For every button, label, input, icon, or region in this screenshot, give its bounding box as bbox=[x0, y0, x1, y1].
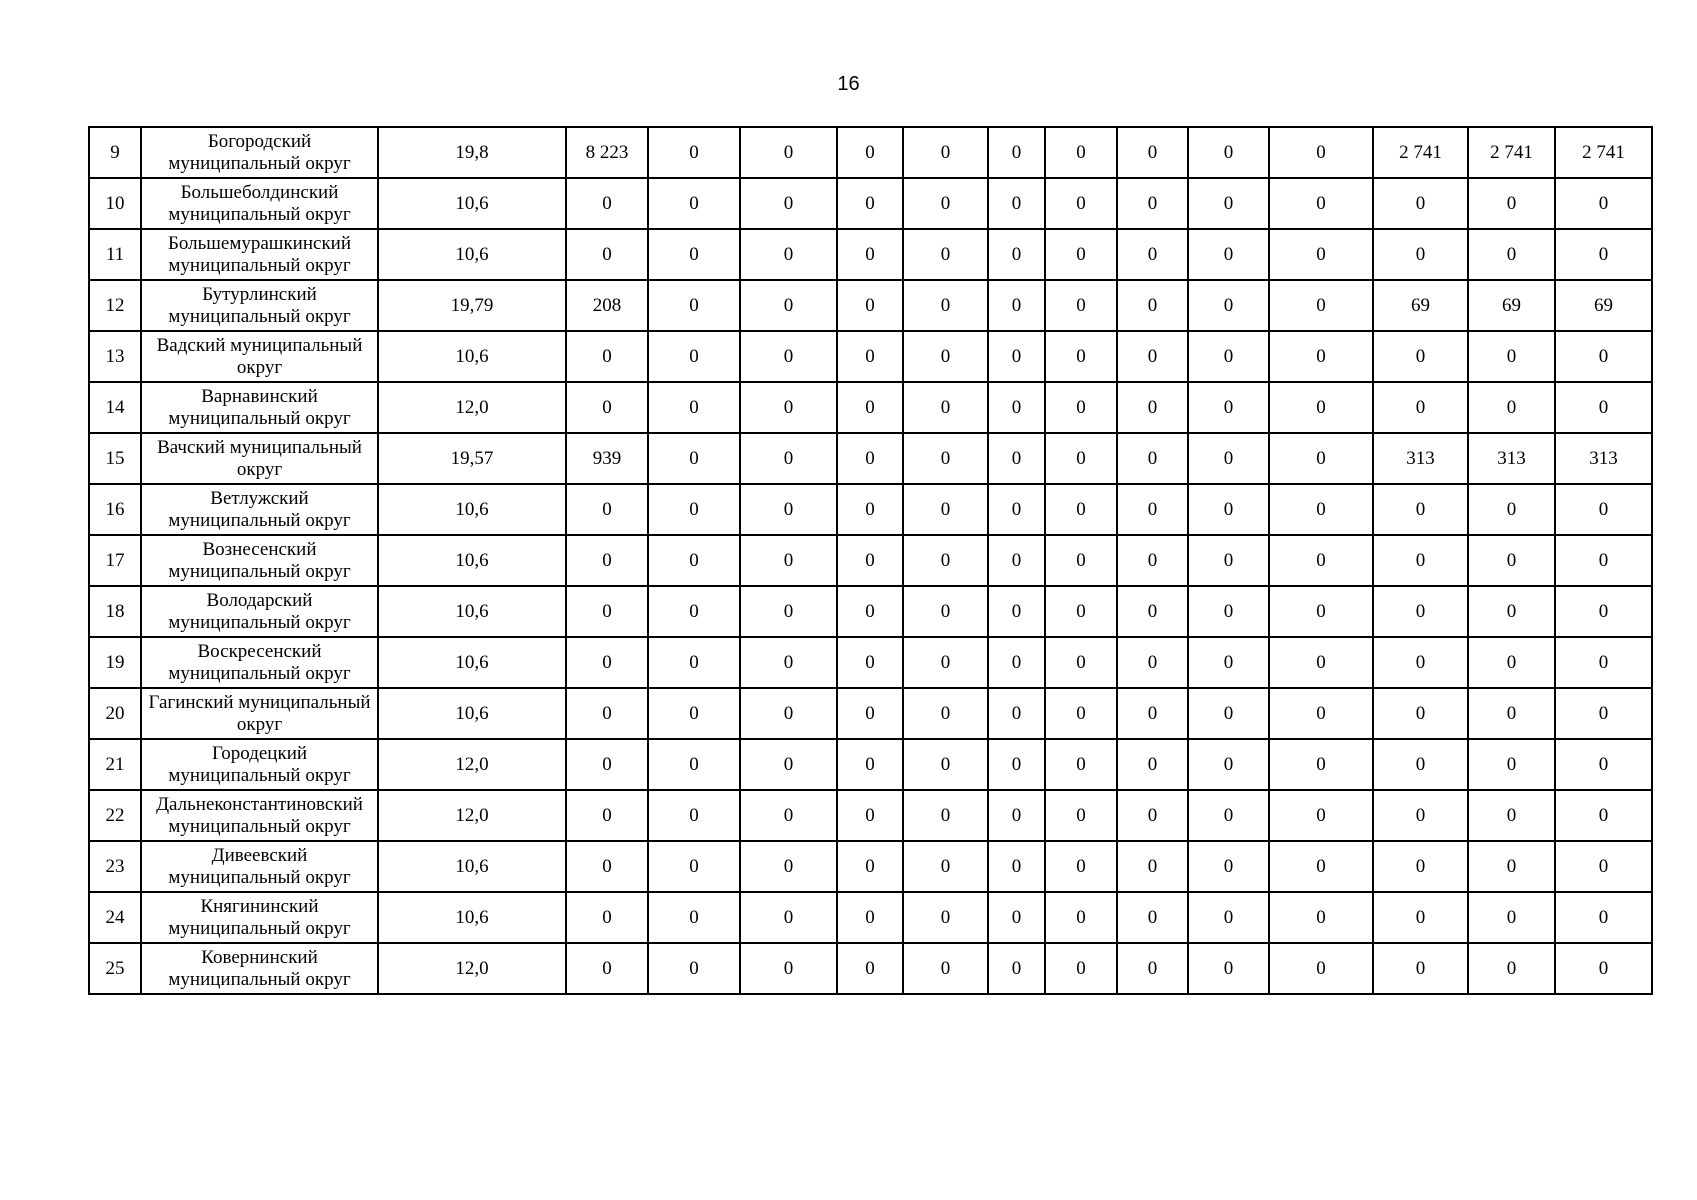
value-cell: 0 bbox=[1555, 688, 1652, 739]
value-cell: 0 bbox=[740, 739, 837, 790]
table-row bbox=[89, 382, 1652, 433]
value-cell: 0 bbox=[1555, 178, 1652, 229]
value-cell: 0 bbox=[837, 280, 903, 331]
value-cell: 0 bbox=[740, 943, 837, 994]
value-cell: 0 bbox=[648, 433, 740, 484]
value-cell: 0 bbox=[903, 688, 988, 739]
district-name-cell: Большеболдинский муниципальный округ bbox=[141, 178, 378, 229]
value-cell: 0 bbox=[648, 229, 740, 280]
value-cell: 0 bbox=[903, 739, 988, 790]
value-cell: 0 bbox=[837, 892, 903, 943]
value-cell: 0 bbox=[1373, 637, 1468, 688]
value-cell: 0 bbox=[837, 484, 903, 535]
value-cell: 0 bbox=[1188, 637, 1269, 688]
value-cell: 0 bbox=[1269, 586, 1373, 637]
value-cell: 0 bbox=[988, 433, 1045, 484]
rate-cell: 19,57 bbox=[378, 433, 566, 484]
value-cell: 0 bbox=[988, 178, 1045, 229]
value-cell: 0 bbox=[1188, 127, 1269, 178]
district-name-cell: Володарский муниципальный округ bbox=[141, 586, 378, 637]
value-cell: 0 bbox=[988, 331, 1045, 382]
value-cell: 0 bbox=[740, 433, 837, 484]
value-cell: 0 bbox=[1045, 331, 1117, 382]
value-cell: 0 bbox=[1269, 127, 1373, 178]
rate-cell: 12,0 bbox=[378, 382, 566, 433]
value-cell: 0 bbox=[1555, 484, 1652, 535]
row-number-cell: 23 bbox=[89, 841, 141, 892]
value-cell: 0 bbox=[566, 535, 648, 586]
value-cell: 0 bbox=[1117, 484, 1188, 535]
value-cell: 0 bbox=[648, 586, 740, 637]
row-number-cell: 15 bbox=[89, 433, 141, 484]
value-cell: 0 bbox=[1269, 382, 1373, 433]
value-cell: 0 bbox=[1045, 535, 1117, 586]
value-cell: 0 bbox=[903, 841, 988, 892]
row-number-cell: 25 bbox=[89, 943, 141, 994]
district-name-cell: Гагинский муниципальный округ bbox=[141, 688, 378, 739]
table-row bbox=[89, 178, 1652, 229]
value-cell: 0 bbox=[988, 841, 1045, 892]
value-cell: 0 bbox=[1269, 178, 1373, 229]
value-cell: 0 bbox=[566, 637, 648, 688]
row-number-cell: 10 bbox=[89, 178, 141, 229]
value-cell: 0 bbox=[1188, 382, 1269, 433]
value-cell: 0 bbox=[1555, 739, 1652, 790]
value-cell: 0 bbox=[1188, 688, 1269, 739]
value-cell: 0 bbox=[1373, 943, 1468, 994]
row-number-cell: 21 bbox=[89, 739, 141, 790]
value-cell: 0 bbox=[903, 790, 988, 841]
value-cell: 0 bbox=[740, 637, 837, 688]
value-cell: 0 bbox=[1373, 586, 1468, 637]
value-cell: 0 bbox=[1555, 229, 1652, 280]
table-body bbox=[89, 127, 1652, 994]
value-cell: 0 bbox=[988, 943, 1045, 994]
value-cell: 0 bbox=[1117, 178, 1188, 229]
value-cell: 0 bbox=[1045, 586, 1117, 637]
value-cell: 0 bbox=[648, 382, 740, 433]
value-cell: 0 bbox=[988, 637, 1045, 688]
value-cell: 0 bbox=[740, 841, 837, 892]
district-name-cell: Городецкий муниципальный округ bbox=[141, 739, 378, 790]
value-cell: 0 bbox=[1188, 229, 1269, 280]
value-cell: 0 bbox=[740, 790, 837, 841]
value-cell: 0 bbox=[1468, 229, 1555, 280]
value-cell: 0 bbox=[566, 739, 648, 790]
district-name-cell: Вознесенский муниципальный округ bbox=[141, 535, 378, 586]
value-cell: 0 bbox=[903, 331, 988, 382]
rate-cell: 10,6 bbox=[378, 484, 566, 535]
table-row bbox=[89, 841, 1652, 892]
value-cell: 0 bbox=[1045, 637, 1117, 688]
value-cell: 0 bbox=[903, 484, 988, 535]
value-cell: 0 bbox=[1373, 484, 1468, 535]
value-cell: 0 bbox=[1269, 739, 1373, 790]
value-cell: 0 bbox=[1269, 892, 1373, 943]
value-cell: 0 bbox=[740, 178, 837, 229]
value-cell: 0 bbox=[648, 637, 740, 688]
rate-cell: 10,6 bbox=[378, 178, 566, 229]
value-cell: 0 bbox=[837, 943, 903, 994]
value-cell: 2 741 bbox=[1373, 127, 1468, 178]
district-name-cell: Богородский муниципальный округ bbox=[141, 127, 378, 178]
value-cell: 0 bbox=[837, 739, 903, 790]
table-row bbox=[89, 586, 1652, 637]
value-cell: 0 bbox=[1117, 127, 1188, 178]
value-cell: 0 bbox=[566, 841, 648, 892]
value-cell: 0 bbox=[1269, 331, 1373, 382]
value-cell: 0 bbox=[1468, 841, 1555, 892]
rate-cell: 10,6 bbox=[378, 688, 566, 739]
value-cell: 0 bbox=[1555, 790, 1652, 841]
value-cell: 0 bbox=[988, 484, 1045, 535]
value-cell: 0 bbox=[1117, 892, 1188, 943]
value-cell: 0 bbox=[740, 586, 837, 637]
value-cell: 0 bbox=[1468, 331, 1555, 382]
rate-cell: 10,6 bbox=[378, 535, 566, 586]
value-cell: 0 bbox=[1045, 790, 1117, 841]
value-cell: 0 bbox=[1045, 229, 1117, 280]
value-cell: 0 bbox=[1188, 484, 1269, 535]
value-cell: 0 bbox=[1555, 841, 1652, 892]
value-cell: 0 bbox=[1045, 178, 1117, 229]
rate-cell: 10,6 bbox=[378, 841, 566, 892]
value-cell: 0 bbox=[1468, 892, 1555, 943]
row-number-cell: 13 bbox=[89, 331, 141, 382]
rate-cell: 19,8 bbox=[378, 127, 566, 178]
value-cell: 0 bbox=[1117, 280, 1188, 331]
row-number-cell: 11 bbox=[89, 229, 141, 280]
value-cell: 0 bbox=[566, 790, 648, 841]
value-cell: 0 bbox=[740, 535, 837, 586]
value-cell: 0 bbox=[837, 841, 903, 892]
value-cell: 0 bbox=[903, 637, 988, 688]
value-cell: 0 bbox=[740, 229, 837, 280]
value-cell: 0 bbox=[837, 331, 903, 382]
value-cell: 0 bbox=[1269, 790, 1373, 841]
value-cell: 0 bbox=[1373, 841, 1468, 892]
value-cell: 0 bbox=[740, 280, 837, 331]
value-cell: 0 bbox=[1188, 535, 1269, 586]
value-cell: 0 bbox=[988, 688, 1045, 739]
value-cell: 0 bbox=[648, 178, 740, 229]
value-cell: 0 bbox=[1188, 943, 1269, 994]
value-cell: 0 bbox=[1269, 229, 1373, 280]
value-cell: 0 bbox=[903, 178, 988, 229]
value-cell: 0 bbox=[1555, 637, 1652, 688]
rate-cell: 10,6 bbox=[378, 586, 566, 637]
table-row bbox=[89, 484, 1652, 535]
value-cell: 0 bbox=[648, 280, 740, 331]
row-number-cell: 16 bbox=[89, 484, 141, 535]
value-cell: 0 bbox=[566, 229, 648, 280]
value-cell: 313 bbox=[1468, 433, 1555, 484]
value-cell: 0 bbox=[1468, 790, 1555, 841]
table-row bbox=[89, 739, 1652, 790]
value-cell: 0 bbox=[1117, 841, 1188, 892]
value-cell: 0 bbox=[1468, 586, 1555, 637]
value-cell: 2 741 bbox=[1555, 127, 1652, 178]
rate-cell: 12,0 bbox=[378, 943, 566, 994]
value-cell: 0 bbox=[1373, 331, 1468, 382]
value-cell: 0 bbox=[903, 943, 988, 994]
value-cell: 0 bbox=[1188, 331, 1269, 382]
district-name-cell: Ковернинский муниципальный округ bbox=[141, 943, 378, 994]
value-cell: 0 bbox=[988, 229, 1045, 280]
table-row bbox=[89, 790, 1652, 841]
value-cell: 0 bbox=[1468, 178, 1555, 229]
value-cell: 0 bbox=[648, 892, 740, 943]
value-cell: 0 bbox=[648, 943, 740, 994]
value-cell: 0 bbox=[1117, 790, 1188, 841]
value-cell: 0 bbox=[1188, 433, 1269, 484]
rate-cell: 10,6 bbox=[378, 229, 566, 280]
value-cell: 0 bbox=[1555, 382, 1652, 433]
value-cell: 0 bbox=[837, 178, 903, 229]
value-cell: 0 bbox=[1117, 688, 1188, 739]
value-cell: 0 bbox=[1373, 382, 1468, 433]
rate-cell: 10,6 bbox=[378, 637, 566, 688]
value-cell: 0 bbox=[740, 688, 837, 739]
value-cell: 0 bbox=[1117, 535, 1188, 586]
value-cell: 0 bbox=[1555, 331, 1652, 382]
value-cell: 0 bbox=[1269, 943, 1373, 994]
value-cell: 0 bbox=[1468, 739, 1555, 790]
row-number-cell: 18 bbox=[89, 586, 141, 637]
value-cell: 0 bbox=[1269, 688, 1373, 739]
value-cell: 0 bbox=[988, 127, 1045, 178]
value-cell: 8 223 bbox=[566, 127, 648, 178]
value-cell: 0 bbox=[648, 841, 740, 892]
table-row bbox=[89, 688, 1652, 739]
value-cell: 0 bbox=[1269, 433, 1373, 484]
rate-cell: 12,0 bbox=[378, 739, 566, 790]
value-cell: 0 bbox=[837, 229, 903, 280]
value-cell: 0 bbox=[566, 484, 648, 535]
value-cell: 0 bbox=[988, 586, 1045, 637]
value-cell: 0 bbox=[648, 127, 740, 178]
value-cell: 0 bbox=[648, 688, 740, 739]
value-cell: 0 bbox=[1117, 433, 1188, 484]
value-cell: 313 bbox=[1555, 433, 1652, 484]
value-cell: 0 bbox=[903, 535, 988, 586]
district-name-cell: Вачский муниципальный округ bbox=[141, 433, 378, 484]
value-cell: 0 bbox=[1269, 484, 1373, 535]
value-cell: 0 bbox=[1188, 178, 1269, 229]
row-number-cell: 20 bbox=[89, 688, 141, 739]
district-name-cell: Варнавинский муниципальный округ bbox=[141, 382, 378, 433]
value-cell: 0 bbox=[1117, 229, 1188, 280]
value-cell: 0 bbox=[648, 331, 740, 382]
row-number-cell: 24 bbox=[89, 892, 141, 943]
value-cell: 0 bbox=[837, 127, 903, 178]
table-row bbox=[89, 127, 1652, 178]
value-cell: 0 bbox=[1045, 484, 1117, 535]
row-number-cell: 12 bbox=[89, 280, 141, 331]
rate-cell: 19,79 bbox=[378, 280, 566, 331]
value-cell: 0 bbox=[837, 535, 903, 586]
row-number-cell: 14 bbox=[89, 382, 141, 433]
value-cell: 0 bbox=[1269, 535, 1373, 586]
value-cell: 0 bbox=[988, 790, 1045, 841]
value-cell: 0 bbox=[1188, 739, 1269, 790]
value-cell: 0 bbox=[903, 382, 988, 433]
value-cell: 0 bbox=[1045, 280, 1117, 331]
value-cell: 0 bbox=[1188, 841, 1269, 892]
row-number-cell: 17 bbox=[89, 535, 141, 586]
value-cell: 0 bbox=[1555, 535, 1652, 586]
value-cell: 0 bbox=[1468, 688, 1555, 739]
value-cell: 0 bbox=[1555, 943, 1652, 994]
value-cell: 0 bbox=[1373, 688, 1468, 739]
table-row bbox=[89, 229, 1652, 280]
value-cell: 0 bbox=[648, 484, 740, 535]
value-cell: 0 bbox=[1117, 586, 1188, 637]
value-cell: 0 bbox=[566, 586, 648, 637]
value-cell: 0 bbox=[1045, 688, 1117, 739]
value-cell: 0 bbox=[740, 892, 837, 943]
value-cell: 0 bbox=[1117, 331, 1188, 382]
value-cell: 0 bbox=[1468, 943, 1555, 994]
value-cell: 939 bbox=[566, 433, 648, 484]
value-cell: 0 bbox=[1045, 943, 1117, 994]
value-cell: 0 bbox=[1188, 586, 1269, 637]
value-cell: 0 bbox=[1468, 484, 1555, 535]
value-cell: 0 bbox=[1373, 739, 1468, 790]
value-cell: 0 bbox=[837, 382, 903, 433]
value-cell: 0 bbox=[1269, 841, 1373, 892]
value-cell: 0 bbox=[837, 790, 903, 841]
value-cell: 0 bbox=[1373, 535, 1468, 586]
value-cell: 0 bbox=[566, 382, 648, 433]
value-cell: 0 bbox=[740, 331, 837, 382]
value-cell: 0 bbox=[1373, 790, 1468, 841]
value-cell: 0 bbox=[1373, 892, 1468, 943]
data-table bbox=[88, 126, 1653, 995]
value-cell: 0 bbox=[566, 943, 648, 994]
value-cell: 0 bbox=[1555, 892, 1652, 943]
value-cell: 0 bbox=[903, 586, 988, 637]
value-cell: 0 bbox=[988, 892, 1045, 943]
table-row bbox=[89, 943, 1652, 994]
rate-cell: 10,6 bbox=[378, 892, 566, 943]
value-cell: 0 bbox=[648, 535, 740, 586]
value-cell: 69 bbox=[1555, 280, 1652, 331]
district-name-cell: Дивеевский муниципальный округ bbox=[141, 841, 378, 892]
value-cell: 0 bbox=[1117, 637, 1188, 688]
value-cell: 0 bbox=[903, 892, 988, 943]
value-cell: 0 bbox=[740, 127, 837, 178]
value-cell: 0 bbox=[903, 280, 988, 331]
value-cell: 0 bbox=[1373, 229, 1468, 280]
value-cell: 69 bbox=[1373, 280, 1468, 331]
value-cell: 0 bbox=[648, 739, 740, 790]
value-cell: 0 bbox=[1188, 790, 1269, 841]
district-name-cell: Воскресенский муниципальный округ bbox=[141, 637, 378, 688]
table-row bbox=[89, 331, 1652, 382]
table-row bbox=[89, 433, 1652, 484]
value-cell: 0 bbox=[1269, 637, 1373, 688]
value-cell: 0 bbox=[1117, 943, 1188, 994]
table-row bbox=[89, 280, 1652, 331]
table-row bbox=[89, 637, 1652, 688]
district-name-cell: Большемурашкинский муниципальный округ bbox=[141, 229, 378, 280]
value-cell: 0 bbox=[740, 484, 837, 535]
value-cell: 0 bbox=[988, 382, 1045, 433]
district-name-cell: Вадский муниципальный округ bbox=[141, 331, 378, 382]
value-cell: 0 bbox=[566, 892, 648, 943]
value-cell: 208 bbox=[566, 280, 648, 331]
value-cell: 0 bbox=[1045, 433, 1117, 484]
district-name-cell: Княгининский муниципальный округ bbox=[141, 892, 378, 943]
value-cell: 0 bbox=[903, 127, 988, 178]
value-cell: 0 bbox=[1468, 535, 1555, 586]
value-cell: 0 bbox=[648, 790, 740, 841]
row-number-cell: 19 bbox=[89, 637, 141, 688]
value-cell: 69 bbox=[1468, 280, 1555, 331]
value-cell: 0 bbox=[1045, 382, 1117, 433]
value-cell: 0 bbox=[566, 331, 648, 382]
district-name-cell: Бутурлинский муниципальный округ bbox=[141, 280, 378, 331]
value-cell: 0 bbox=[1468, 637, 1555, 688]
value-cell: 0 bbox=[837, 688, 903, 739]
value-cell: 2 741 bbox=[1468, 127, 1555, 178]
value-cell: 0 bbox=[1468, 382, 1555, 433]
value-cell: 0 bbox=[1117, 739, 1188, 790]
value-cell: 0 bbox=[1373, 178, 1468, 229]
value-cell: 0 bbox=[1269, 280, 1373, 331]
rate-cell: 12,0 bbox=[378, 790, 566, 841]
district-name-cell: Дальнеконстантиновский муниципальный округ bbox=[141, 790, 378, 841]
value-cell: 0 bbox=[837, 586, 903, 637]
value-cell: 0 bbox=[903, 433, 988, 484]
value-cell: 0 bbox=[1188, 892, 1269, 943]
value-cell: 0 bbox=[1188, 280, 1269, 331]
district-name-cell: Ветлужский муниципальный округ bbox=[141, 484, 378, 535]
value-cell: 0 bbox=[988, 535, 1045, 586]
row-number-cell: 9 bbox=[89, 127, 141, 178]
value-cell: 0 bbox=[837, 637, 903, 688]
value-cell: 0 bbox=[1045, 127, 1117, 178]
value-cell: 0 bbox=[1555, 586, 1652, 637]
value-cell: 0 bbox=[566, 688, 648, 739]
value-cell: 0 bbox=[837, 433, 903, 484]
value-cell: 0 bbox=[1045, 739, 1117, 790]
value-cell: 313 bbox=[1373, 433, 1468, 484]
table-row bbox=[89, 535, 1652, 586]
rate-cell: 10,6 bbox=[378, 331, 566, 382]
value-cell: 0 bbox=[988, 280, 1045, 331]
value-cell: 0 bbox=[1117, 382, 1188, 433]
value-cell: 0 bbox=[740, 382, 837, 433]
value-cell: 0 bbox=[903, 229, 988, 280]
value-cell: 0 bbox=[988, 739, 1045, 790]
value-cell: 0 bbox=[566, 178, 648, 229]
value-cell: 0 bbox=[1045, 841, 1117, 892]
value-cell: 0 bbox=[1045, 892, 1117, 943]
table-row bbox=[89, 892, 1652, 943]
row-number-cell: 22 bbox=[89, 790, 141, 841]
page-number: 16 bbox=[837, 73, 860, 95]
